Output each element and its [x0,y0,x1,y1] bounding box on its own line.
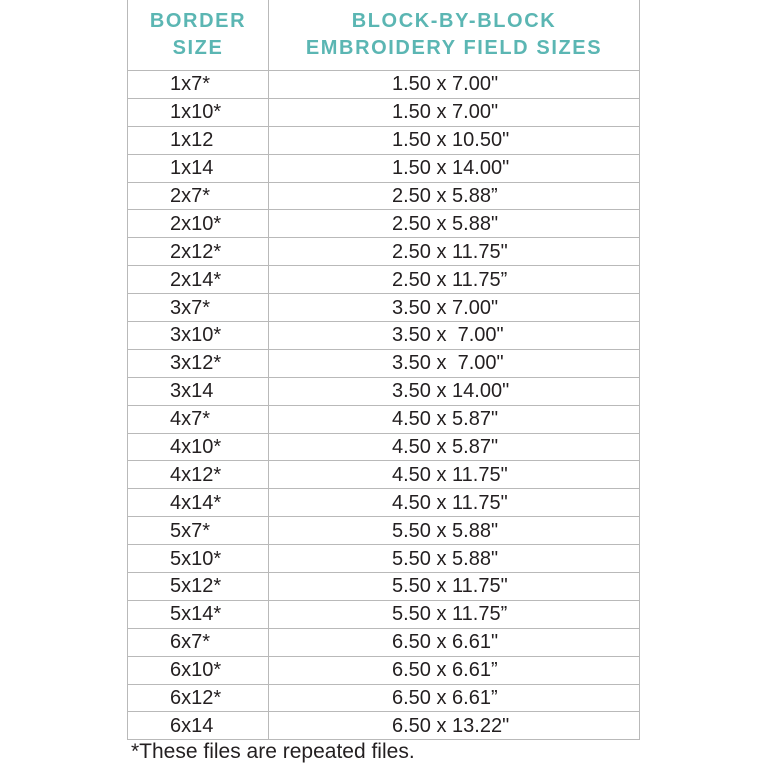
field-size-cell: 3.50 x 7.00" [269,322,640,350]
header-row [128,0,640,71]
footnote: *These files are repeated files. [131,740,415,763]
table-body [128,71,640,740]
table-row [128,628,640,656]
field-size-header-line1: BLOCK-BY-BLOCK [351,10,557,32]
field-size-cell: 5.50 x 5.88" [269,517,640,545]
border-size-cell: 3x12* [128,349,269,377]
border-size-cell: 4x14* [128,489,269,517]
border-size-header [128,0,269,71]
table-row [128,266,640,294]
field-size-cell: 1.50 x 7.00" [269,71,640,99]
field-size-header [269,0,640,71]
table-row [128,433,640,461]
field-size-cell: 1.50 x 10.50" [269,126,640,154]
field-size-cell: 1.50 x 7.00" [269,98,640,126]
field-size-cell: 1.50 x 14.00" [269,154,640,182]
border-size-cell: 1x14 [128,154,269,182]
border-size-cell: 4x10* [128,433,269,461]
table-row [128,712,640,740]
table-row [128,154,640,182]
field-size-cell: 2.50 x 11.75" [269,238,640,266]
border-size-cell: 2x12* [128,238,269,266]
border-size-cell: 4x7* [128,405,269,433]
field-size-cell: 3.50 x 7.00" [269,349,640,377]
field-size-cell: 6.50 x 6.61" [269,628,640,656]
field-size-cell: 2.50 x 5.88” [269,182,640,210]
border-size-cell: 6x12* [128,684,269,712]
table-row [128,349,640,377]
field-size-cell: 5.50 x 11.75” [269,600,640,628]
field-size-cell: 3.50 x 7.00" [269,294,640,322]
border-size-cell: 1x10* [128,98,269,126]
field-size-cell: 5.50 x 11.75" [269,573,640,601]
table-row [128,489,640,517]
table-row [128,71,640,99]
table-row [128,294,640,322]
field-size-cell: 2.50 x 11.75” [269,266,640,294]
field-size-cell: 6.50 x 6.61” [269,684,640,712]
field-size-cell: 4.50 x 5.87" [269,433,640,461]
field-size-header-line2: EMBROIDERY FIELD SIZES [305,37,603,59]
table-row [128,684,640,712]
border-size-cell: 3x7* [128,294,269,322]
table-row [128,182,640,210]
border-size-cell: 5x14* [128,600,269,628]
border-size-cell: 1x12 [128,126,269,154]
border-size-cell: 3x14 [128,377,269,405]
table-row [128,405,640,433]
field-size-cell: 6.50 x 13.22" [269,712,640,740]
border-size-cell: 4x12* [128,461,269,489]
table-row [128,600,640,628]
border-size-table [127,0,640,740]
table-header [128,0,640,71]
table-row [128,322,640,350]
table-row [128,377,640,405]
field-size-cell: 2.50 x 5.88" [269,210,640,238]
field-size-cell: 5.50 x 5.88" [269,545,640,573]
table-row [128,126,640,154]
border-size-cell: 6x7* [128,628,269,656]
table-row [128,461,640,489]
border-size-cell: 1x7* [128,71,269,99]
field-size-cell: 4.50 x 11.75" [269,461,640,489]
border-size-cell: 2x14* [128,266,269,294]
table-row [128,98,640,126]
border-size-cell: 5x12* [128,573,269,601]
border-size-cell: 2x7* [128,182,269,210]
border-size-cell: 5x10* [128,545,269,573]
field-size-cell: 4.50 x 5.87" [269,405,640,433]
field-size-cell: 3.50 x 14.00" [269,377,640,405]
field-size-cell: 4.50 x 11.75" [269,489,640,517]
table-row [128,545,640,573]
border-size-cell: 5x7* [128,517,269,545]
table-row [128,573,640,601]
border-size-cell: 6x10* [128,656,269,684]
border-size-cell: 3x10* [128,322,269,350]
table-row [128,210,640,238]
field-size-cell: 6.50 x 6.61” [269,656,640,684]
table-row [128,656,640,684]
table-row [128,238,640,266]
border-size-cell: 2x10* [128,210,269,238]
table-row [128,517,640,545]
border-size-header-line1: BORDER [149,10,247,32]
border-size-cell: 6x14 [128,712,269,740]
border-size-header-line2: SIZE [172,37,224,59]
size-table-container [127,0,639,740]
